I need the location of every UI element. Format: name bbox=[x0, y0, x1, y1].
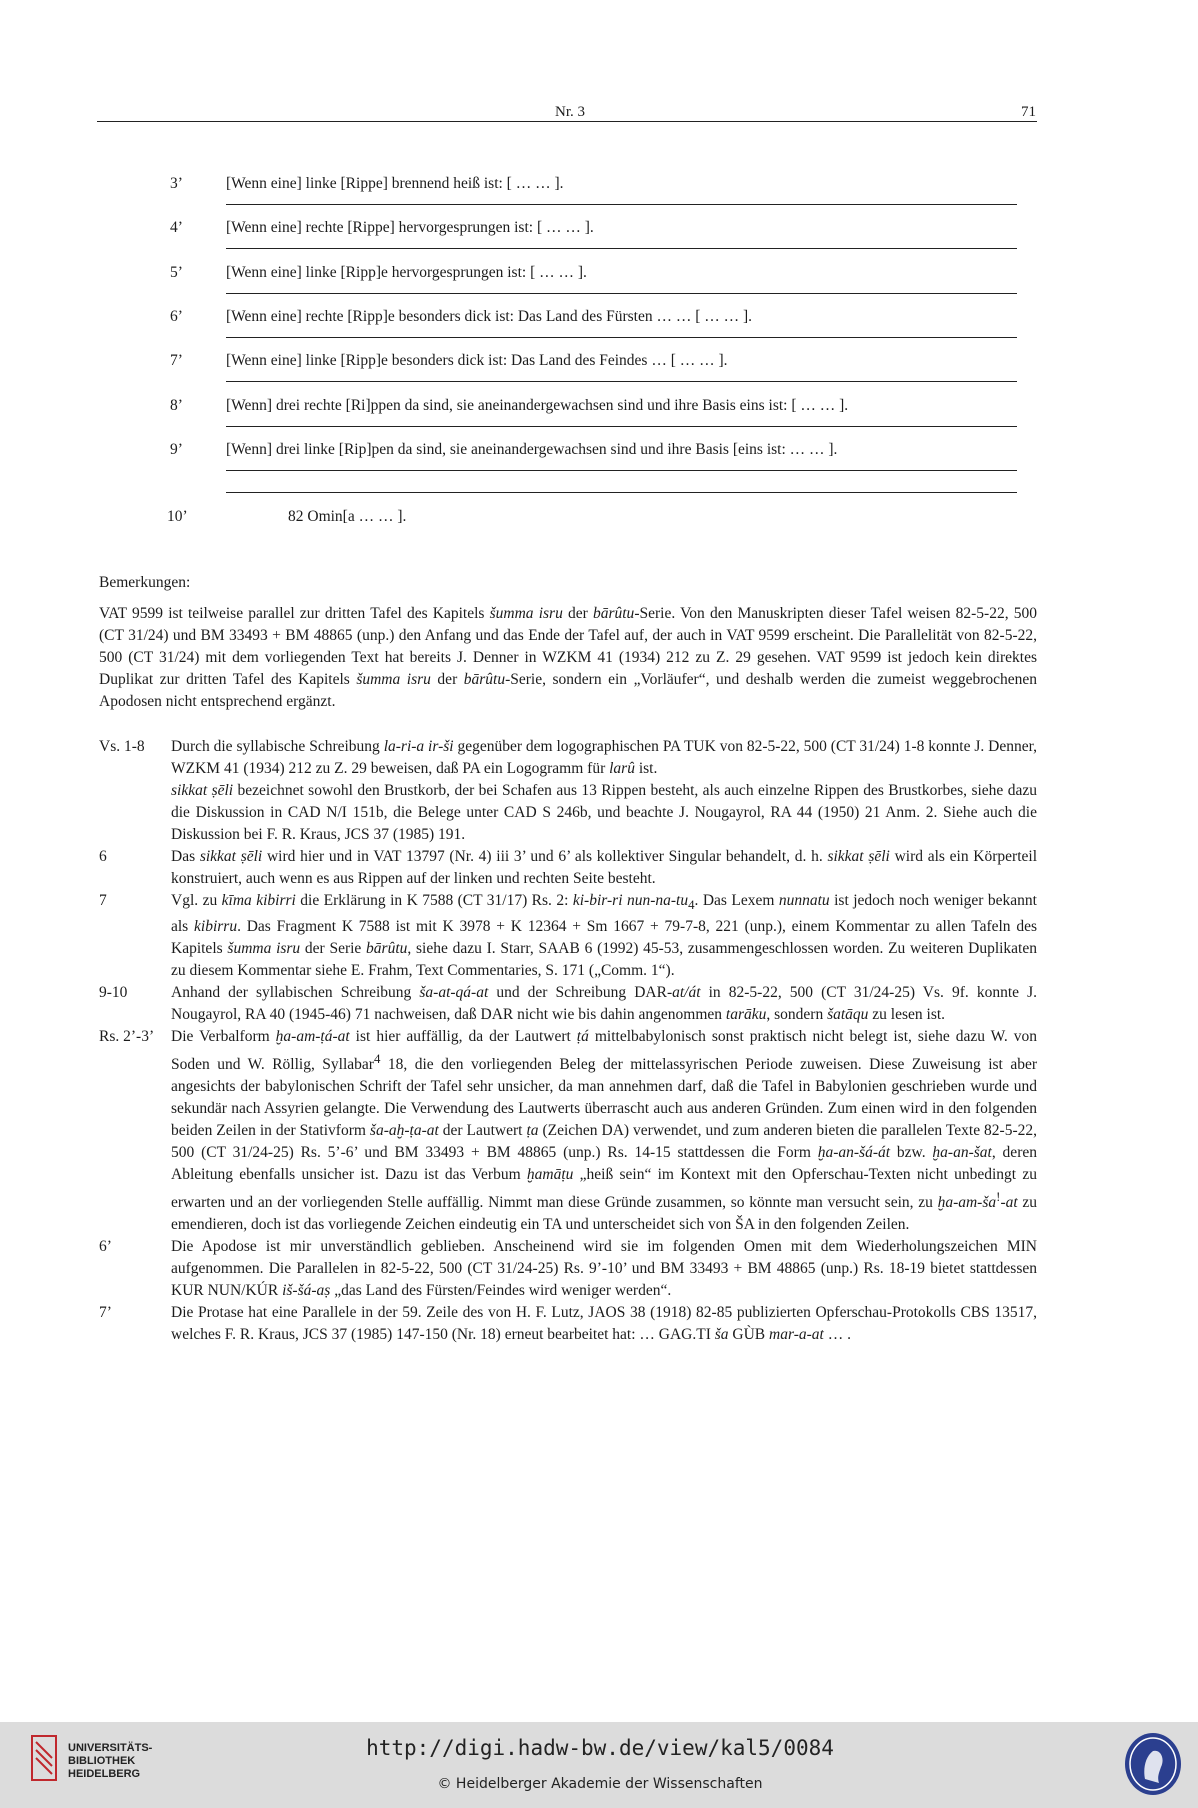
line-separator bbox=[226, 248, 1017, 249]
copyright-notice: © Heidelberger Akademie der Wissenschaften bbox=[437, 1776, 763, 1792]
note-text: Die Apodose ist mir unverständlich geblieben. Anscheinend wird sie im folgenden Omen mit dem Wiederholungszeichen MIN aufgenommen. Die Parallelen in 82-5-22, 500 (CT 31/24-25) Rs. 9’-10’ und BM 33493 + BM 48865 (unp.) Rs. 18-19 bietet stattdessen KUR NUN/KÚR iš-šá-aṣ „das Land des Fürsten/Feindes wird weniger werden“. bbox=[171, 1238, 1037, 1300]
permalink-url[interactable]: http://digi.hadw-bw.de/view/kal5/0084 bbox=[366, 1736, 834, 1760]
line-separator bbox=[226, 381, 1017, 382]
note-entry bbox=[99, 890, 1037, 982]
note-entry bbox=[99, 736, 1037, 846]
line-number: 10’ bbox=[167, 508, 188, 525]
viewer-footer bbox=[0, 1722, 1198, 1808]
line-text: [Wenn] drei linke [Rip]pen da sind, sie aneinandergewachsen sind und ihre Basis [eins ist: … … ]. bbox=[226, 441, 838, 458]
remarks-heading: Bemerkungen: bbox=[99, 574, 191, 591]
running-header: Nr. 3 bbox=[555, 104, 585, 120]
note-text: Die Protase hat eine Parallele in der 59. Zeile des von H. F. Lutz, JAOS 38 (1918) 82-85 publizierten Opferschau-Protokolls CBS 13517, welches F. R. Kraus, JCS 37 (1985) 147-150 (Nr. 18) erneut bearbeitet hat: … GAG.TI ša GÙB mar-a-at … . bbox=[171, 1304, 1037, 1344]
line-text: [Wenn eine] rechte [Rippe] hervorgesprungen ist: [ … … ]. bbox=[226, 219, 594, 236]
line-number: 9’ bbox=[170, 441, 183, 458]
note-entry bbox=[99, 846, 1037, 890]
line-text: [Wenn eine] linke [Rippe] brennend heiß ist: [ … … ]. bbox=[226, 175, 564, 192]
note-entry bbox=[99, 1236, 1037, 1302]
line-separator bbox=[226, 492, 1017, 493]
line-separator bbox=[226, 337, 1017, 338]
note-label: 9-10 bbox=[99, 984, 128, 1002]
line-text: [Wenn eine] linke [Ripp]e hervorgesprungen ist: [ … … ]. bbox=[226, 264, 587, 281]
commentary-notes bbox=[99, 736, 1037, 1346]
note-label: 6 bbox=[99, 848, 107, 865]
note-text: Vgl. zu kīma kibirri die Erklärung in K 7588 (CT 31/17) Rs. 2: ki-bir-ri nun-$na-tu_4$. Das Lexem nunnatu ist jedoch noch weniger bekannt als kibirru. Das Fragment K 7588 ist mit K 3978 + K 12364 + Sm 1667 + 79-7-8, 221 (unp.), einem Kommentar zu allen Tafeln des Kapitels šumma isru der Serie bārûtu, siehe dazu I. Starr, SAAB 6 (1992) 45-53, zusammengeschlossen worden. Zu weiteren Duplikaten zu diesem Kommentar siehe E. Frahm, Text Commentaries, S. 171 („Comm. 1“). bbox=[171, 892, 1038, 980]
line-text: [Wenn eine] rechte [Ripp]e besonders dick ist: Das Land des Fürsten … … [ … … ]. bbox=[226, 308, 753, 325]
line-number: 7’ bbox=[170, 352, 183, 369]
line-number: 4’ bbox=[170, 219, 183, 236]
note-entry bbox=[99, 982, 1037, 1026]
line-separator bbox=[226, 426, 1017, 427]
note-text: Anhand der syllabischen Schreibung ša-at-qá-at und der Schreibung DAR-at/át in 82-5-22, 500 (CT 31/24-25) Vs. 9f. konnte J. Nougayrol, RA 40 (1945-46) 71 nachweisen, daß DAR nicht wie bis dahin angenommen tarāku, sondern šatāqu zu lesen ist. bbox=[171, 984, 1037, 1024]
note-label: 7 bbox=[99, 892, 107, 909]
academy-seal-icon bbox=[1123, 1731, 1183, 1797]
line-text: [Wenn] drei rechte [Ri]ppen da sind, sie aneinandergewachsen sind und ihre Basis eins ist: [ … … ]. bbox=[226, 397, 849, 414]
note-text: Durch die syllabische Schreibung la-ri-a ir-ši gegenüber dem logographischen PA TUK von 82-5-22, 500 (CT 31/24) 1-8 konnte J. Denner, WZKM 41 (1934) 212 zu Z. 29 beweisen, daß PA ein Logogramm für larû ist. sikkat ṣēli bezeichnet sowohl den Brustkorb, der bei Schafen aus 13 Rippen besteht, als auch einzelne Rippen des Brustkorbes, siehe dazu die Diskussion in CAD N/I 151b, die Belege unter CAD S 246b, und beachte J. Nougayrol, RA 44 (1950) 21 Anm. 2. Siehe auch die Diskussion bei F. R. Kraus, JCS 37 (1985) 191. bbox=[171, 738, 1038, 843]
library-name: UNIVERSITÄTS- BIBLIOTHEK HEIDELBERG bbox=[68, 1742, 153, 1780]
line-separator bbox=[226, 293, 1017, 294]
note-text: Das sikkat ṣēli wird hier und in VAT 13797 (Nr. 4) iii 3’ und 6’ als kollektiver Singular behandelt, d. h. sikkat ṣēli wird als ein Körperteil konstruiert, auch wenn es aus Rippen auf der linken und rechten Seite besteht. bbox=[171, 848, 1037, 887]
header-rule bbox=[97, 121, 1037, 122]
note-entry bbox=[99, 1026, 1037, 1236]
note-label: 6’ bbox=[99, 1238, 112, 1256]
library-logo-icon bbox=[28, 1732, 60, 1790]
line-number: 8’ bbox=[170, 397, 183, 414]
page-number: 71 bbox=[1021, 104, 1036, 120]
line-text: [Wenn eine] linke [Ripp]e besonders dick ist: Das Land des Feindes … [ … … ]. bbox=[226, 352, 728, 369]
note-entry bbox=[99, 1302, 1037, 1346]
note-text: Die Verbalform ḫa-am-ṭá-at ist hier auffällig, da der Lautwert ṭá mittelbabylonisch sonst praktisch nicht belegt ist, siehe dazu W. von Soden und W. Röllig, Syllabar$^4$ 18, die den vorliegenden Beleg der mittelassyrischen Periode zuweisen. Diese Zuweisung ist aber angesichts der babylonischen Schrift der Tafel sehr unsicher, da man annehmen darf, daß die Tafel in Babylonien geschrieben wurde und sekundär nach Assyrien gelangte. Die Verwendung des Lautwerts überrascht auch aus anderen Gründen. Zum einen wird in den folgenden beiden Zeilen in der Stativform ša-aḫ-ṭa-at der Lautwert ṭa (Zeichen DA) verwendet, und zum anderen bieten die parallelen Texte 82-5-22, 500 (CT 31/24-25) Rs. 5’-6’ und BM 33493 + BM 48865 (unp.) Rs. 14-15 stattdessen die Form ḫa-an-šá-át bzw. ḫa-an-šat, deren Ableitung ebenfalls unsicher ist. Dazu ist das Verbum ḫamāṭu „heiß sein“ im Kontext mit den Opferschau-Texten nicht unbedingt zu erwarten und an der vorliegenden Stelle auffällig. Nimmt man diese Gründe zusammen, so könnte man versucht sein, zu ḫa-am-ša!-at zu emendieren, doch ist das vorliegende Zeichen eindeutig ein TA und unterscheidet sich von ŠA in den folgenden Zeilen. bbox=[171, 1028, 1037, 1234]
line-number: 3’ bbox=[170, 175, 183, 192]
line-separator bbox=[226, 204, 1017, 205]
remarks-intro-paragraph: VAT 9599 ist teilweise parallel zur dritten Tafel des Kapitels šumma isru der bārûtu-Serie. Von den Manuskripten dieser Tafel weisen 82-5-22, 500 (CT 31/24) und BM 33493 + BM 48865 (unp.) den Anfang und das Ende der Tafel auf, der auch in VAT 9599 erscheint. Die Parallelität von 82-5-22, 500 (CT 31/24) mit dem vorliegenden Text hat bereits J. Denner in WZKM 41 (1934) 212 zu Z. 29 gesehen. VAT 9599 ist jedoch kein direktes Duplikat zur dritten Tafel des Kapitels šumma isru der bārûtu-Serie, sondern ein „Vorläufer“, und deshalb werden die zumeist weggebrochenen Apodosen nicht entsprechend ergänzt. bbox=[99, 605, 1038, 710]
note-label: Rs. 2’-3’ bbox=[99, 1028, 155, 1046]
line-number: 6’ bbox=[170, 308, 183, 325]
line-separator bbox=[226, 470, 1017, 471]
note-label: 7’ bbox=[99, 1304, 112, 1322]
note-label: Vs. 1-8 bbox=[99, 738, 145, 755]
line-text: 82 Omin[a … … ]. bbox=[288, 508, 407, 525]
line-number: 5’ bbox=[170, 264, 183, 281]
